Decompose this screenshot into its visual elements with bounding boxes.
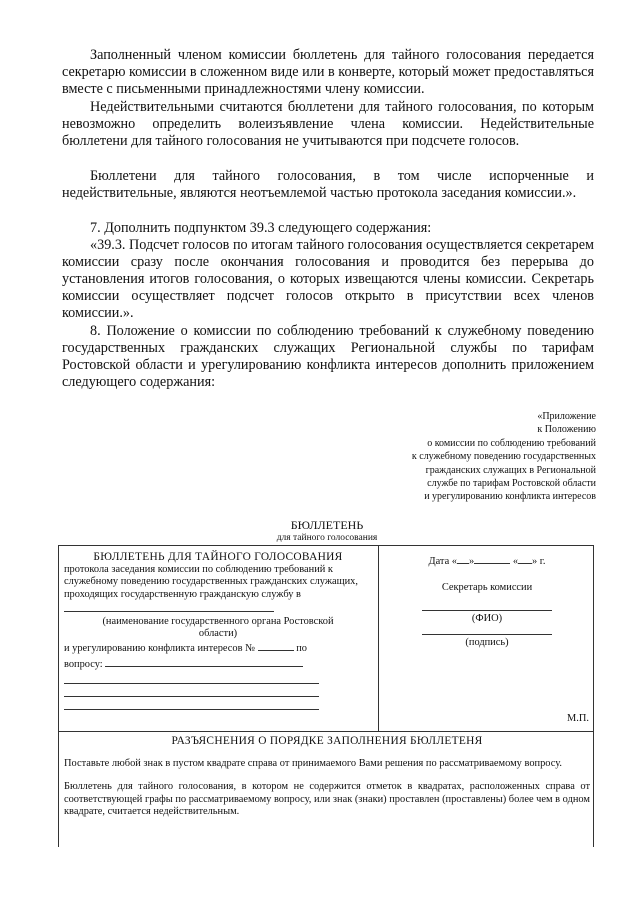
paragraph-item-7: 7. Дополнить подпунктом 39.3 следующего содержания: [90, 220, 432, 236]
question-line[interactable] [105, 656, 303, 667]
ballot-row-divider [59, 731, 593, 732]
paragraph-item-8: 8. Положение о комиссии по соблюдению требований к служебному поведению государственных гражданских служащих Региональной службы по тарифам Ростовской области и урегулированию конфликта интересов дополнить приложением следующего содержания: [62, 323, 594, 390]
org-name-caption: (наименование государственного органа Ростовской области) [102, 616, 334, 640]
ballot-form [58, 545, 594, 847]
paragraph-ballots-part-of-protocol: Бюллетени для тайного голосования, в том числе испорченные и недействительные, являются неотъемлемой частью протокола заседания комиссии.». [62, 168, 594, 201]
date-month-line[interactable] [474, 553, 510, 564]
conflict-number-row: и урегулированию конфликта интересов № по [64, 640, 372, 655]
appendix-line: службе по тарифам Ростовской области [427, 478, 596, 490]
secretary-label: Секретарь комиссии [441, 582, 533, 594]
org-name-line[interactable] [64, 601, 274, 612]
signature-caption: (подпись) [465, 636, 509, 648]
explanation-paragraph: Поставьте любой знак в пустом квадрате справа от принимаемого Вами решения по рассматриваемому вопросу. [64, 758, 562, 770]
appendix-line: «Приложение [537, 411, 596, 422]
fio-line[interactable] [422, 610, 552, 611]
fio-caption: (ФИО) [471, 613, 503, 625]
ballot-protocol-text: протокола заседания комиссии по соблюдению требований к служебному поведению государственных гражданских служащих, проходящих государственную гражданскую службу в [64, 564, 372, 616]
signature-line[interactable] [422, 634, 552, 635]
date-year-line[interactable] [518, 553, 532, 564]
ballot-explanations [64, 735, 590, 829]
ballot-date: Дата « » « » г. [379, 553, 595, 568]
ballot-left-cell [64, 551, 372, 710]
appendix-line: к Положению [537, 424, 596, 436]
date-day-line[interactable] [457, 553, 469, 564]
paragraph-invalid-ballots: Недействительными считаются бюллетени для тайного голосования, по которым невозможно определить волеизъявление члена комиссии. Недействительные бюллетени для тайного голосования не учитываются при подсчете голосов. [62, 99, 594, 149]
question-row: вопросу: [64, 656, 372, 671]
question-line-3[interactable] [64, 684, 319, 697]
appendix-line: о комиссии по соблюдению требований [427, 437, 596, 449]
question-line-4[interactable] [64, 697, 319, 710]
appendix-header [360, 410, 596, 504]
protocol-number-line[interactable] [258, 640, 294, 651]
explanation-paragraph: Бюллетень для тайного голосования, в котором не содержится отметок в квадратах, расположенных справа от соответствующей графы по рассматриваемому вопросу, или знак (знаки) проставлен (проставлены) более чем в одном квадрате, считается недействительным. [64, 781, 590, 817]
appendix-line: к служебному поведению государственных [411, 451, 596, 463]
explanations-heading: РАЗЪЯСНЕНИЯ О ПОРЯДКЕ ЗАПОЛНЕНИЯ БЮЛЛЕТЕНЯ [171, 735, 483, 747]
ballot-left-heading: БЮЛЛЕТЕНЬ ДЛЯ ТАЙНОГО ГОЛОСОВАНИЯ [93, 551, 343, 563]
appendix-line: и урегулированию конфликта интересов [424, 491, 596, 503]
question-line-2[interactable] [64, 671, 319, 684]
paragraph-subitem-39-3: «39.3. Подсчет голосов по итогам тайного голосования осуществляется секретарем комиссии сразу после окончания голосования и проводится без перерыва до установления итогов голосования, о которых извещаются члены комиссии. Секретарь комиссии осуществляет подсчет голосов открыто в присутствии всех членов комиссии.». [62, 237, 594, 321]
appendix-line: гражданских служащих в Региональной [425, 464, 596, 476]
ballot-right-cell [379, 551, 595, 649]
stamp-place-label: М.П. [567, 713, 589, 724]
ballot-subtitle: для тайного голосования [276, 533, 378, 543]
paragraph-ballot-handover: Заполненный членом комиссии бюллетень для тайного голосования передается секретарю комиссии в сложенном виде или в конверте, который может предоставляться вместе с письменными принадлежностями члену комиссии. [62, 47, 594, 97]
ballot-title: БЮЛЛЕТЕНЬ [290, 518, 364, 532]
